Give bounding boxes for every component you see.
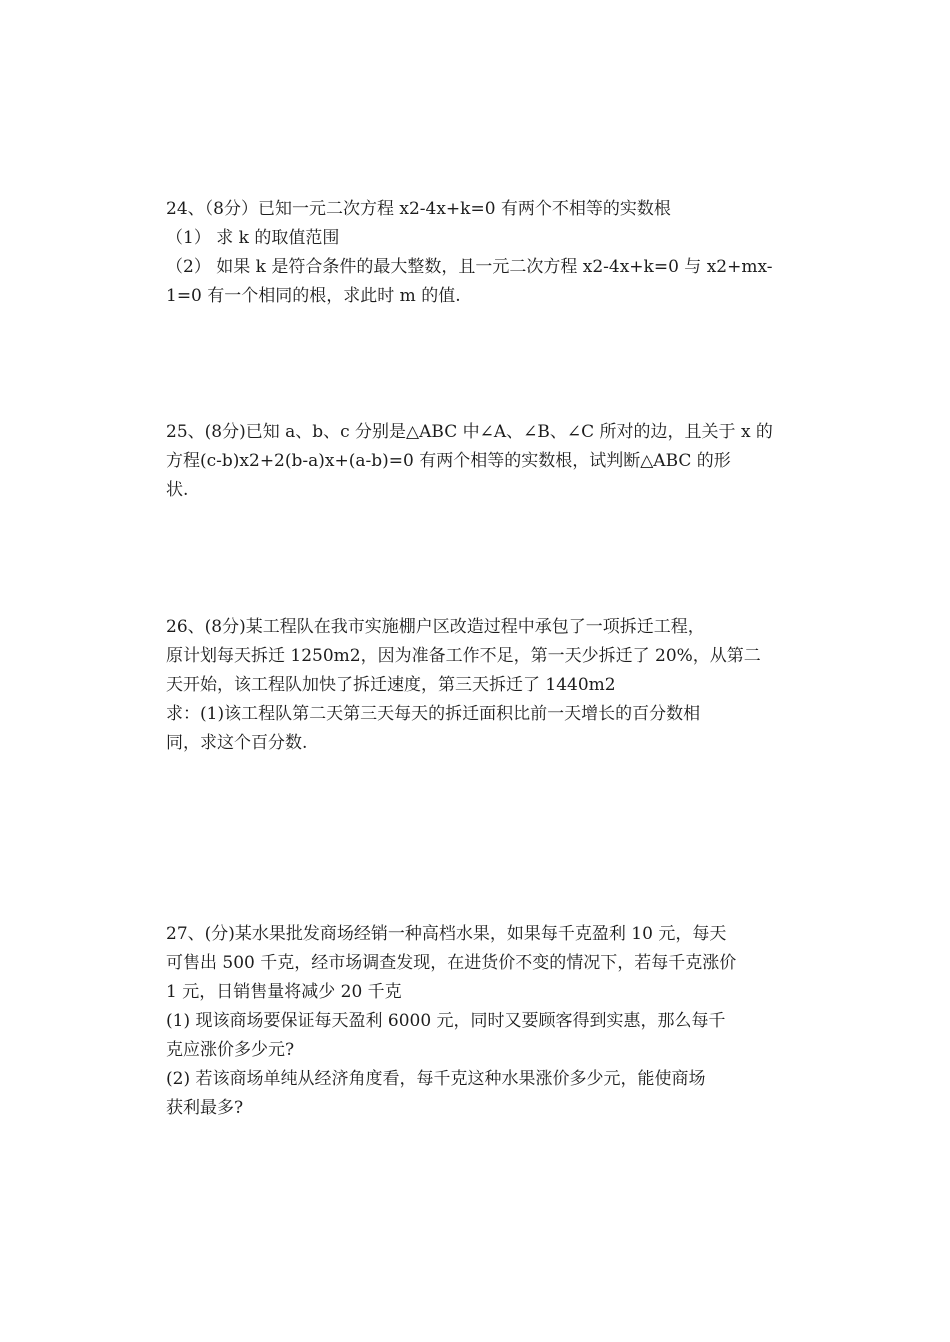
question-27-line-2: 可售出 500 千克，经市场调查发现，在进货价不变的情况下，若每千克涨价 [166,953,737,973]
question-25-line-3: 状. [166,480,189,500]
question-24-line-1: 24、（8分）已知一元二次方程 x2-4x+k=0 有两个不相等的实数根 [166,199,671,219]
question-27-line-5: 克应涨价多少元? [166,1040,295,1060]
question-27-line-3: 1 元，日销售量将减少 20 千克 [166,982,402,1002]
question-24-line-3: （2） 如果 k 是符合条件的最大整数，且一元二次方程 x2-4x+k=0 与 x2+mx- [166,257,773,277]
question-24-line-2: （1） 求 k 的取值范围 [166,228,340,248]
question-26-line-5: 同，求这个百分数. [166,733,308,753]
question-26-line-4: 求：(1)该工程队第二天第三天每天的拆迁面积比前一天增长的百分数相 [166,704,701,724]
question-27-line-7: 获利最多? [166,1098,244,1118]
question-26-line-2: 原计划每天拆迁 1250m2，因为准备工作不足，第一天少拆迁了 20%，从第二 [166,646,761,666]
question-27-line-1: 27、(分)某水果批发商场经销一种高档水果，如果每千克盈利 10 元，每天 [166,924,727,944]
question-26-line-3: 天开始，该工程队加快了拆迁速度，第三天拆迁了 1440m2 [166,675,616,695]
question-25-line-2: 方程(c-b)x2+2(b-a)x+(a-b)=0 有两个相等的实数根，试判断△ABC 的形 [166,451,731,471]
question-24 [166,195,786,311]
question-24-line-4: 1=0 有一个相同的根，求此时 m 的值. [166,286,461,306]
question-27 [166,920,786,1123]
question-26 [166,613,786,758]
question-27-line-6: (2) 若该商场单纯从经济角度看，每千克这种水果涨价多少元，能使商场 [166,1069,706,1089]
question-25-line-1: 25、(8分)已知 a、b、c 分别是△ABC 中∠A、∠B、∠C 所对的边，且关于 x 的 [166,422,773,442]
question-27-line-4: (1) 现该商场要保证每天盈利 6000 元，同时又要顾客得到实惠，那么每千 [166,1011,726,1031]
question-25 [166,418,786,505]
question-26-line-1: 26、(8分)某工程队在我市实施棚户区改造过程中承包了一项拆迁工程， [166,617,705,637]
